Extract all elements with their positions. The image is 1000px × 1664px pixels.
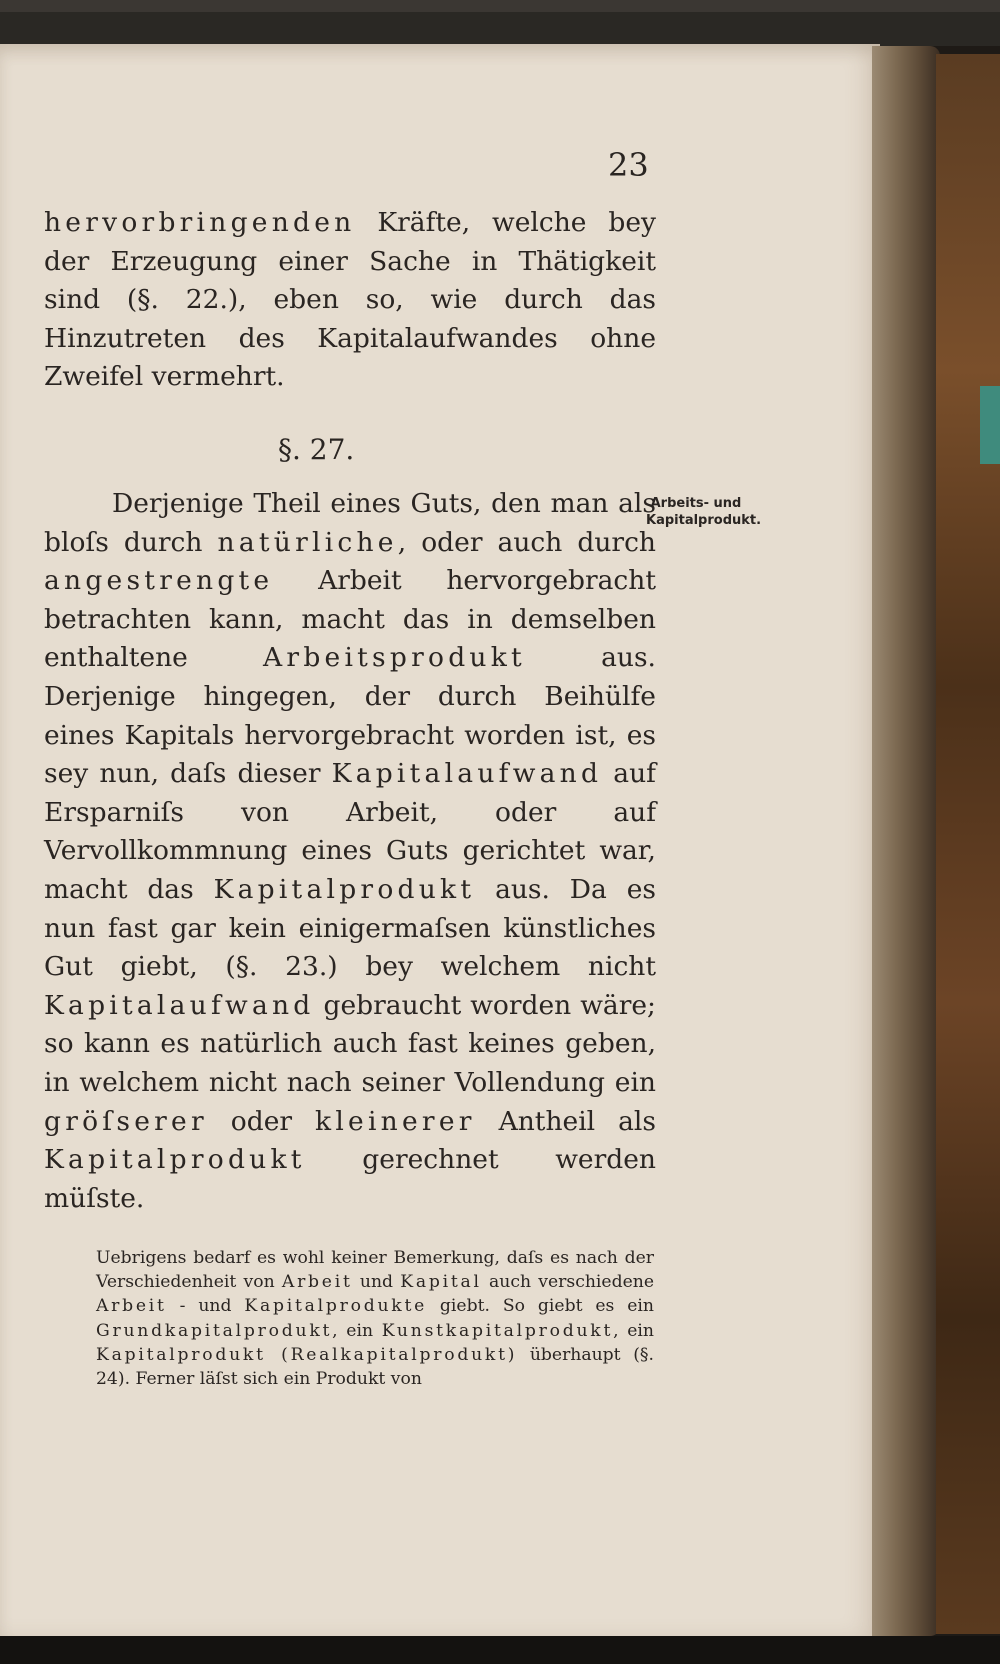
text-run: , ein bbox=[332, 1320, 382, 1341]
text-run: aus. Da es nun fast gar kein einigermaſsen künstliches Gut giebt, (§. 23.) bey welchem nicht bbox=[44, 873, 656, 983]
emphasized-term: angestrengte bbox=[44, 565, 274, 597]
text-run: auf Ersparniſs von Arbeit, oder auf Vervollkommnung eines Guts gerichtet war, macht das bbox=[44, 758, 656, 905]
text-run: auch verschiedene bbox=[481, 1272, 654, 1293]
text-run: Antheil als bbox=[475, 1105, 656, 1137]
emphasized-term: Kapitalaufwand bbox=[44, 989, 315, 1021]
text-run: Kräfte, welche bey der Erzeugung einer Sache in Thätigkeit sind (§. 22.), eben so, wie durch das Hinzutreten des Kapitalaufwandes ohne Zweifel vermehrt. bbox=[44, 207, 656, 393]
text-run: gebraucht worden wäre; so kann es natürlich auch fast keines geben, in welchem nicht nach seiner Vollendung ein bbox=[44, 989, 656, 1098]
emphasized-term: Kapitalprodukt bbox=[44, 1144, 306, 1176]
emphasized-term: natürliche bbox=[217, 526, 398, 558]
bookmark-ribbon bbox=[980, 386, 1000, 464]
emphasized-term: Kapitalprodukte bbox=[244, 1296, 428, 1317]
text-run: oder bbox=[207, 1105, 316, 1137]
leather-cover bbox=[936, 54, 1000, 1634]
emphasized-term: Kunstkapitalprodukt bbox=[381, 1320, 614, 1341]
emphasized-term: Kapitalaufwand bbox=[331, 758, 603, 790]
text-run: Uebrigens bedarf es wohl keiner Bemerkung, daſs es nach der Verschiedenheit von bbox=[96, 1248, 654, 1293]
margin-note: Arbeits- und Kapitalprodukt. bbox=[646, 496, 762, 528]
text-run: , oder auch durch bbox=[397, 526, 656, 558]
section-heading: §. 27. bbox=[278, 433, 355, 466]
emphasized-term: Arbeit bbox=[281, 1272, 353, 1293]
page-number: 23 bbox=[608, 146, 649, 184]
text-run: giebt. So giebt es ein bbox=[427, 1296, 655, 1317]
scan-background-bottom bbox=[0, 1636, 1000, 1664]
emphasized-term: Arbeitsprodukt bbox=[263, 642, 526, 674]
top-paragraph bbox=[44, 204, 656, 397]
text-run: Arbeit hervorgebracht betrachten kann, macht das in demselben enthaltene bbox=[44, 565, 656, 674]
text-run: gerechnet werden müſste. bbox=[44, 1144, 656, 1214]
emphasized-term: Arbeit bbox=[96, 1296, 167, 1317]
scan-background-top bbox=[0, 0, 1000, 46]
book-spine-edge bbox=[872, 46, 940, 1636]
emphasized-term: gröſserer bbox=[44, 1105, 208, 1137]
text-run: und bbox=[352, 1272, 401, 1293]
text-run: Derjenige Theil eines Guts, den man als bloſs durch bbox=[44, 488, 656, 558]
text-run: , ein bbox=[613, 1320, 654, 1341]
emphasized-term: Kapitalprodukt bbox=[213, 873, 476, 905]
emphasized-term: Kapital bbox=[400, 1272, 482, 1293]
text-run: aus. Derjenige hingegen, der durch Beihülfe eines Kapitals hervorgebracht worden ist, es sey nun, daſs dieser bbox=[44, 642, 656, 790]
main-paragraph bbox=[44, 485, 656, 1218]
scan-bed-strip bbox=[0, 0, 1000, 12]
text-run: überhaupt (§. 24). Ferner läſst sich ein Produkt von bbox=[96, 1344, 654, 1390]
emphasized-term: kleinerer bbox=[315, 1105, 476, 1137]
footnote bbox=[96, 1246, 654, 1391]
emphasized-term: hervorbringenden bbox=[44, 207, 356, 238]
emphasized-term: Kapitalprodukt (Realkapitalprodukt) bbox=[96, 1344, 518, 1365]
text-run: - und bbox=[166, 1296, 245, 1317]
emphasized-term: Grundkapitalprodukt bbox=[96, 1320, 333, 1341]
